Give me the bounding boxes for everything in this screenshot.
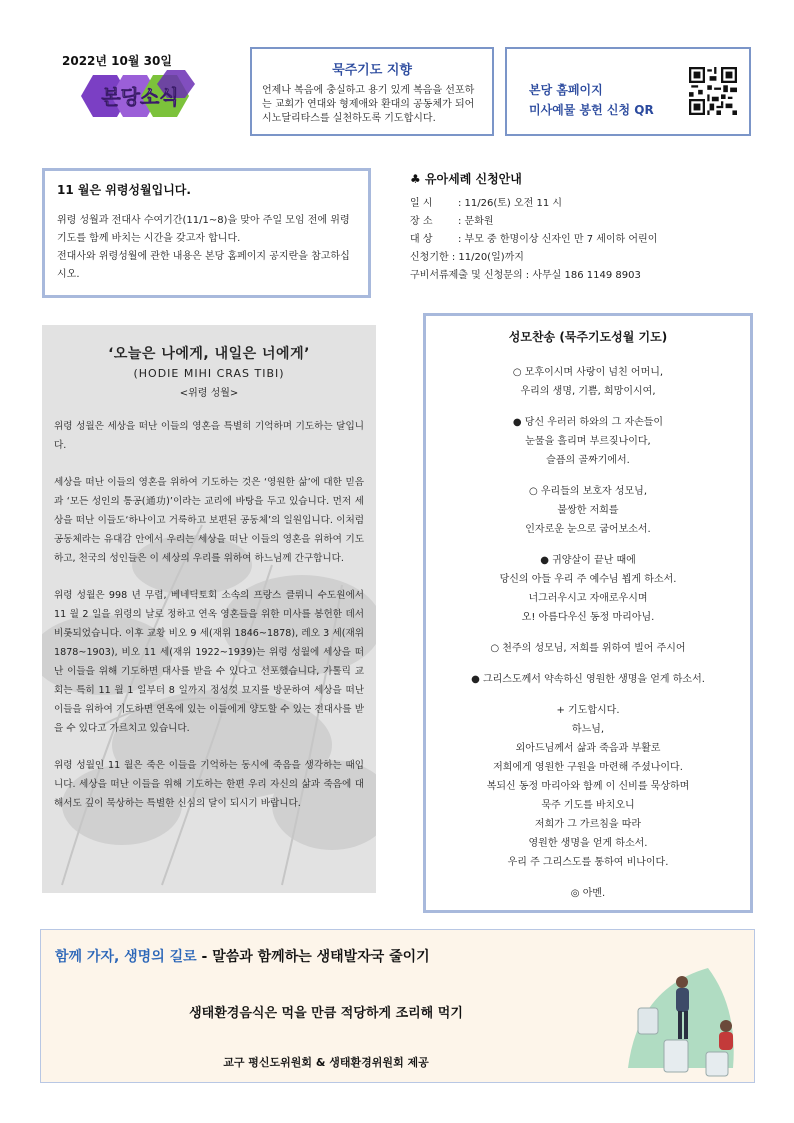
issue-date: 2022년 10월 30일 bbox=[62, 54, 172, 68]
baptism-row: 구비서류제출 및 신청문의 : 사무실 186 1149 8903 bbox=[410, 270, 641, 281]
baptism-row: 장 소 : 문화원 bbox=[410, 216, 494, 227]
article-subtitle: <위령 성월> bbox=[179, 388, 239, 399]
qr-box bbox=[505, 47, 751, 136]
baptism-row: 일 시 : 11/26(토) 오전 11 시 bbox=[410, 198, 563, 209]
prayer-intention-title: 묵주기도 지향 bbox=[332, 63, 412, 78]
article-paragraph: 세상을 떠난 이들의 영혼을 위하여 기도하는 것은 ‘영원한 삶’에 대한 믿음과 ‘모든 성인의 통공(通功)’이라는 교리에 바탕을 두고 있습니다. 먼저 세상을 떠난 이들도‘하나이고 거룩하고 보편된 공동체’의 일원입니다. 이처럼 공동체라는 유대감 안에서 우리는 세상을 떠난 이들의 영혼을 위하여 기도하고, 천국의 성인들은 이 세상의 우리를 위하여 하느님께 간구합니다. bbox=[54, 477, 364, 564]
baptism-title: ♣ 유아세례 신청안내 bbox=[410, 172, 522, 186]
qr-line-mass-offering: 미사예물 봉헌 신청 QR bbox=[529, 103, 654, 117]
hymn-stanza: ● 당신 우러러 하와의 그 자손들이 눈물을 흘리며 부르짖나이다, 슬픔의 골짜기에서. bbox=[512, 417, 664, 466]
prayer-intention-body: 언제나 복음에 충실하고 용기 있게 복음을 선포하는 교회가 연대와 형제애와 환대의 공동체가 되어 시노달리타스를 실천하도록 기도합시다. bbox=[262, 85, 475, 124]
banner-headline-slogan: 함께 가자, 생명의 길로 bbox=[55, 949, 197, 965]
hymn-stanza: + 기도합시다. 하느님, 외아드님께서 삶과 죽음과 부활로 저희에게 영원한 구원을 마련해 주셨나이다. 복되신 동정 마리아와 함께 이 신비를 묵상하며 묵주 기도를 바치오니 저희가 그 가르침을 따라 영원한 생명을 얻게 하소서. 우리 주 그리스도를 통하여 비나이다. bbox=[486, 705, 690, 868]
qr-line-homepage: 본당 홈페이지 bbox=[529, 83, 603, 97]
article-paragraph: 위령 성월은 998 년 무렵, 베네딕토회 소속의 프랑스 클뤼니 수도원에서 11 월 2 일을 위령의 날로 정하고 연옥 영혼들을 위한 미사를 봉헌한 데서 비롯되었습니다. 이후 교황 비오 9 세(재위 1846~1878), 레오 3 세(재위 1878~1903), 비오 11 세(재위 1922~1939)는 위령 성월에 세상을 떠난 이들을 위해 기도하면 대사를 받을 수 있다고 선포했습니다, 가톨릭 교회는 특히 11 월 1 일부터 8 일까지 정성껏 묘지를 방문하여 세상을 떠난 이들을 위하여 기도하면 연옥에 있는 이들에게 양도할 수 있는 전대사를 받을 수 있다고 가르치고 있습니다. bbox=[54, 590, 364, 734]
hymn-stanza: ○ 모후이시며 사랑이 넘친 어머니, 우리의 생명, 기쁨, 희망이시여, bbox=[512, 367, 664, 397]
hymn-stanza: ○ 천주의 성모님, 저희를 위하여 빌어 주시어 bbox=[490, 643, 686, 654]
article-paragraph: 위령 성월인 11 월은 죽은 이들을 기억하는 동시에 죽음을 생각하는 때입니다. 세상을 떠난 이들을 위해 기도하는 한편 우리 자신의 삶과 죽음에 대해서도 깊이 묵상하는 특별한 신심의 달이 되시기 바랍니다. bbox=[54, 760, 364, 809]
bulletin-logo bbox=[75, 70, 205, 122]
logo-text: 본당소식 bbox=[101, 85, 179, 109]
article-paragraph: 위령 성월은 세상을 떠난 이들의 영혼을 특별히 기억하며 기도하는 달입니다. bbox=[54, 421, 364, 451]
hymn-stanza: ● 귀양살이 끝난 때에 당신의 아들 우리 주 예수님 뵙게 하소서. 너그러우시고 자애로우시며 오! 아름다우신 동정 마리아님. bbox=[499, 555, 677, 623]
all-souls-article bbox=[42, 325, 376, 893]
article-title: ‘오늘은 나에게, 내일은 너에게’ bbox=[108, 346, 310, 362]
prayer-intention-box bbox=[250, 47, 494, 136]
hymn-stanza: ○ 우리들의 보호자 성모님, 불쌍한 저희를 인자로운 눈으로 굽어보소서. bbox=[525, 486, 651, 535]
hymn-stanza: ◎ 아멘. bbox=[570, 888, 606, 899]
banner-headline-topic: - 말씀과 함께하는 생태발자국 줄이기 bbox=[196, 949, 430, 965]
qr-code-icon[interactable] bbox=[689, 67, 737, 115]
hymn-title: 성모찬송 (묵주기도성월 기도) bbox=[508, 330, 668, 344]
banner-main-message: 생태환경음식은 먹을 만큼 적당하게 조리해 먹기 bbox=[189, 1006, 463, 1021]
banner-credit: 교구 평신도위원회 & 생태환경위원회 제공 bbox=[223, 1056, 429, 1069]
month-notice-title: 11 월은 위령성월입니다. bbox=[57, 183, 191, 197]
month-notice-paragraph-2: 전대사와 위령성월에 관한 내용은 본당 홈페이지 공지란을 참고하십시오. bbox=[57, 251, 350, 280]
ecology-banner bbox=[40, 929, 755, 1083]
month-notice-paragraph-1: 위령 성월과 전대사 수여기간(11/1~8)을 맞아 주일 모임 전에 위령기도를 함께 바치는 시간을 갖고자 합니다. bbox=[57, 215, 350, 244]
article-latin-title: (HODIE MIHI CRAS TIBI) bbox=[133, 367, 285, 380]
salve-regina-box bbox=[423, 313, 753, 913]
hymn-stanza: ● 그리스도께서 약속하신 영원한 생명을 얻게 하소서. bbox=[471, 674, 705, 685]
banner-headline bbox=[55, 946, 430, 966]
baptism-row: 대 상 : 부모 중 한명이상 신자인 만 7 세이하 어린이 bbox=[410, 234, 658, 245]
infant-baptism-notice bbox=[410, 170, 740, 285]
month-notice-box bbox=[42, 168, 371, 298]
recycling-people-illustration bbox=[618, 948, 748, 1080]
baptism-row: 신청기한 : 11/20(일)까지 bbox=[410, 252, 524, 263]
